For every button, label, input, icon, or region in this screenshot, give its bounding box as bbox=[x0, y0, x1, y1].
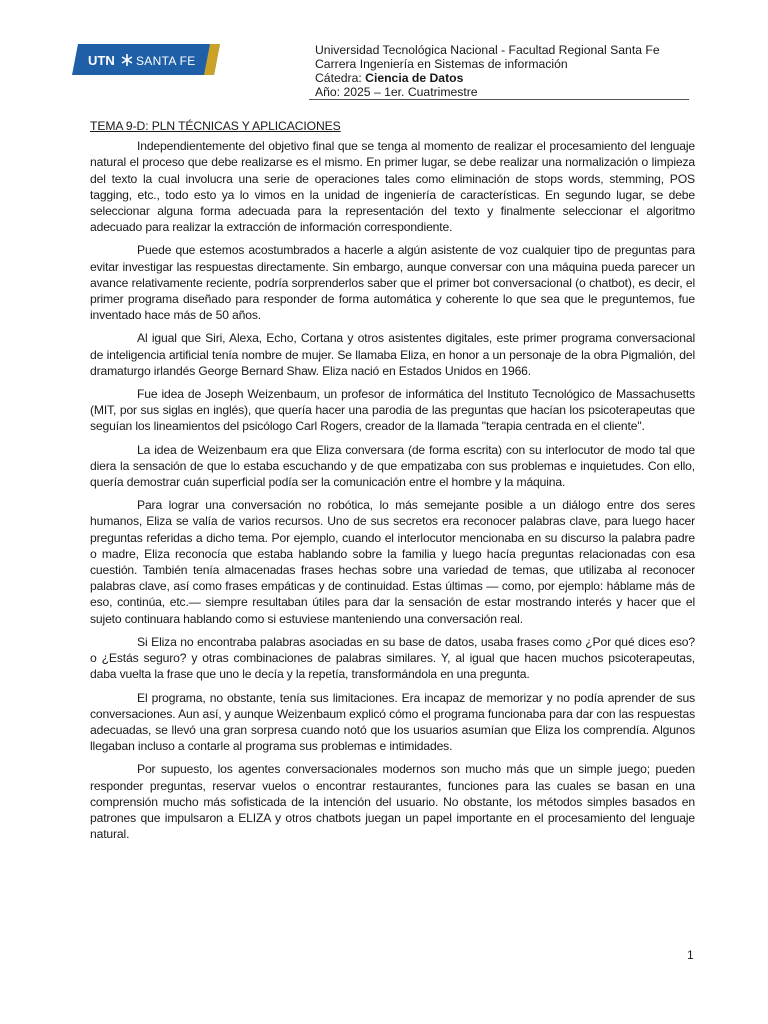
header-university: Universidad Tecnológica Nacional - Facultad Regional Santa Fe bbox=[315, 43, 660, 57]
header-year: Año: 2025 – 1er. Cuatrimestre bbox=[315, 85, 478, 99]
document-header bbox=[315, 43, 735, 99]
paragraph: Al igual que Siri, Alexa, Echo, Cortana y otros asistentes digitales, este primer programa conversacional de inteligencia artificial tenía nombre de mujer. Se llamaba Eliza, en honor a un personaje de la obra Pigmalión, del dramaturgo irlandés George Bernard Shaw. Eliza nació en Estados Unidos en 1966. bbox=[90, 331, 695, 378]
document-title: TEMA 9-D: PLN TÉCNICAS Y APLICACIONES bbox=[90, 119, 341, 133]
header-chair-value: Ciencia de Datos bbox=[365, 71, 464, 85]
header-divider bbox=[309, 99, 689, 100]
paragraph: Si Eliza no encontraba palabras asociadas en su base de datos, usaba frases como ¿Por qué dices eso? o ¿Estás seguro? y otras combinaciones de palabras similares. Y, al igual que hacen muchos psicoterapeutas, daba vuelta la frase que uno le decía y la repetía, transformándola en una pregunta. bbox=[90, 634, 695, 682]
header-chair-label: Cátedra: bbox=[315, 71, 366, 85]
logo-text-utn: UTN bbox=[88, 53, 115, 68]
utn-santa-fe-logo bbox=[72, 44, 220, 75]
header-chair bbox=[315, 71, 735, 85]
document-body bbox=[90, 118, 695, 849]
paragraph: Independientemente del objetivo final que se tenga al momento de realizar el procesamiento del lenguaje natural el proceso que debe realizarse es el mismo. En primer lugar, se debe realizar una normalización o limpieza del texto la cual involucra una serie de operaciones tales como eliminación de stops words, stemming, POS tagging, etc., todo esto ya lo vimos en la unidad de ingeniería de características. En segundo lugar, se debe seleccionar alguna forma adecuada para la representación del texto y finalmente seleccionar el algoritmo adecuado para realizar la extracción de información correspondiente. bbox=[90, 139, 695, 235]
header-career: Carrera Ingeniería en Sistemas de información bbox=[315, 57, 568, 71]
paragraph: Fue idea de Joseph Weizenbaum, un profesor de informática del Instituto Tecnológico de Massachusetts (MIT, por sus siglas en inglés), que quería hacer una parodia de las preguntas que hacían los psicoterapeutas que seguían los lineamientos del psicólogo Carl Rogers, creador de la llamada "terapia centrada en el cliente". bbox=[90, 387, 695, 434]
paragraph: Por supuesto, los agentes conversacionales modernos son mucho más que un simple juego; pueden responder preguntas, reservar vuelos o encontrar restaurantes, funciones para las cuales se basan en una comprensión mucho más sofisticada de la intención del usuario. No obstante, los métodos simples basados en patrones que impulsaron a ELIZA y otros chatbots juegan un papel importante en el procesamiento del lenguaje natural. bbox=[90, 762, 695, 842]
page-number: 1 bbox=[687, 948, 694, 962]
logo-text-santa-fe: SANTA FE bbox=[136, 54, 196, 68]
paragraph: Para lograr una conversación no robótica, lo más semejante posible a un diálogo entre dos seres humanos, Eliza se valía de varios recursos. Uno de sus secretos era reconocer palabras clave, para luego hacer preguntas referidas a dicho tema. Por ejemplo, cuando el interlocutor mencionaba en su discurso la palabra padre o madre, Eliza reconocía que estaba hablando sobre la familia y luego hacía preguntas relacionadas con esa cuestión. También tenía almacenadas frases hechas sobre una variedad de temas, que utilizaba al reconocer palabras clave, así como frases empáticas y de continuidad. Estas últimas — como, por ejemplo: háblame más de eso, continúa, etc.— siempre resultaban útiles para dar la sensación de estar mostrando interés y hacer que el sujeto continuara hablando como si estuviese manteniendo una conversación real. bbox=[90, 498, 695, 626]
paragraph: La idea de Weizenbaum era que Eliza conversara (de forma escrita) con su interlocutor de modo tal que diera la sensación de que lo estaba escuchando y de que empatizaba con sus problemas e inquietudes. Con ello, quería demostrar cuán superficial podía ser la comunicación entre el hombre y la máquina. bbox=[90, 442, 695, 490]
paragraph: El programa, no obstante, tenía sus limitaciones. Era incapaz de memorizar y no podía aprender de sus conversaciones. Aun así, y aunque Weizenbaum explicó cómo el programa funcionaba para dar con las respuestas adecuadas, se llevó una gran sorpresa cuando notó que los usuarios asumían que Eliza los comprendía. Algunos llegaban incluso a contarle al programa sus problemas e intimidades. bbox=[90, 690, 695, 754]
logo-badge bbox=[72, 44, 220, 75]
paragraph: Puede que estemos acostumbrados a hacerle a algún asistente de voz cualquier tipo de preguntas para evitar investigar las respuestas directamente. Sin embargo, aunque conversar con una máquina pueda parecer un avance relativamente reciente, podría sorprenderlos saber que el primer bot conversacional (o chatbot), es decir, el primer programa diseñado para responder de forma automática y coherente lo que sea que le preguntemos, fue inventado hace más de 50 años. bbox=[90, 243, 695, 323]
